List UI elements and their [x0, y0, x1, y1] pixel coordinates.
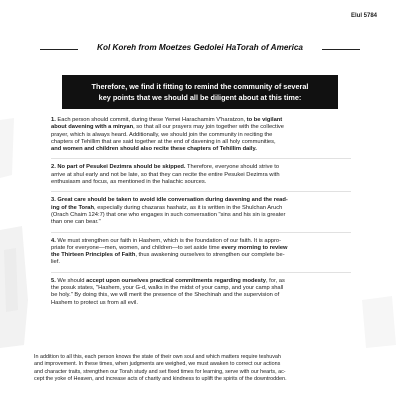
point-text: arrive at shul early and not be late, so that they can recite the entire Pesukei Dezimra with [51, 171, 280, 178]
banner-line: key points that we should all be diligent about at this time: [98, 93, 302, 102]
point-line [51, 252, 351, 259]
title-divider-right [322, 49, 360, 50]
key-point-4 [51, 238, 351, 267]
point-text: enthusiasm and focus, as mentioned in the halachic sources. [51, 179, 207, 186]
key-point-1 [51, 117, 351, 153]
title-row [40, 43, 360, 55]
point-line [51, 292, 351, 299]
emphasized-text: the Thirteen Principles of Faith [51, 252, 136, 259]
closing-paragraph [34, 354, 370, 383]
key-point-2 [51, 164, 351, 186]
emphasized-text: accept upon ourselves practical commitments regarding modesty [86, 277, 266, 284]
emphasized-text: Great care should be taken to avoid idle conversation during davening and the read- [57, 197, 288, 204]
point-divider [51, 158, 351, 159]
point-line [51, 212, 351, 219]
closing-line: and character traits, strengthen our Torah study and set fixed times for learning, serve with our hearts, ac- [34, 368, 286, 375]
emphasized-text: 2. [51, 164, 58, 171]
closing-line: cept the yoke of Heaven, and increase acts of charity and kindness to uplift the spirits of the downtrodden. [34, 375, 287, 382]
point-text: the posuk states, "Hashem, your G-d, walks in the midst of your camp, and your camp shall [51, 285, 284, 292]
title-divider-left [40, 49, 78, 50]
point-text: , so that all our prayers may join together with the collective [133, 124, 284, 131]
intro-banner [62, 75, 338, 109]
point-text: , thus awakening ourselves to strengthen our complete be- [135, 252, 285, 259]
point-line [51, 278, 351, 285]
emphasized-text: 5. [51, 277, 58, 284]
closing-line: In addition to all this, each person knows the state of their own soul and which matters require teshuvah [34, 354, 281, 360]
emphasized-text: ing of the Torah [51, 204, 95, 211]
emphasized-text: about davening with a minyan [51, 124, 134, 131]
point-line [51, 197, 351, 204]
point-line [51, 179, 351, 186]
point-line [51, 172, 351, 179]
point-line [51, 124, 351, 131]
date-label: Elul 5784 [350, 13, 377, 19]
emphasized-text: 1. [51, 117, 58, 123]
point-line [51, 146, 351, 153]
point-text: Each person should commit, during these Yemei Harachamim V'haratzon, [57, 117, 247, 123]
point-line [51, 205, 351, 212]
point-line [51, 285, 351, 292]
point-line [51, 132, 351, 139]
key-points-list [51, 117, 351, 317]
point-text: We must strengthen our faith in Hashem, which is the foundation of our faith. It is appro- [57, 237, 282, 244]
point-text: , for, as [265, 277, 285, 284]
banner-line: Therefore, we find it fitting to remind the community of several [91, 82, 309, 91]
emphasized-text: every morning to review [221, 244, 288, 251]
emphasized-text: to be vigilant [246, 117, 283, 123]
point-text: be holy." By doing this, we will merit the presence of the Shechinah and the supervision of [51, 292, 280, 299]
emphasized-text: No part of Pesukei Dezimra should be skipped. [57, 164, 186, 171]
point-text: Therefore, everyone should strive to [185, 164, 280, 171]
point-text: lief. [51, 259, 60, 266]
point-text: (Orach Chaim 124:7) that one who engages in such conversation "sins and his sin is greater [51, 211, 286, 218]
point-divider [51, 232, 351, 233]
point-text: than one can bear." [51, 219, 101, 226]
point-text: We should [57, 277, 87, 284]
point-line [51, 238, 351, 245]
point-line [51, 139, 351, 146]
point-text: prayer, which is always heard. Additionally, we should join the community in reciting the [51, 131, 273, 138]
emphasized-text: 4. [51, 237, 58, 244]
point-text: Hashem to protect us from all evil. [51, 299, 138, 306]
key-point-3 [51, 197, 351, 226]
point-divider [51, 272, 351, 273]
point-line [51, 219, 351, 226]
page-title: Kol Koreh from Moetzes Gedolei HaTorah of America [97, 43, 303, 52]
point-line [51, 117, 351, 124]
point-line [51, 245, 351, 252]
point-divider [51, 191, 351, 192]
emphasized-text: and women and children should also recite these chapters of Tehillim daily. [51, 146, 257, 153]
point-line [51, 164, 351, 171]
point-text: priate for everyone—men, women, and children—to set aside time [51, 244, 222, 251]
emphasized-text: 3. [51, 197, 58, 204]
point-line [51, 259, 351, 266]
point-text: , especially during chazaras hashatz, as it is written in the Shulchan Aruch [94, 204, 283, 211]
point-line [51, 300, 351, 307]
point-text: chapters of Tehillim that are said together at the end of davening in all holy communities, [51, 138, 276, 145]
key-point-5 [51, 278, 351, 307]
closing-line: and improvement. In these times, when judgments are weighed, we must awaken to correct our actions [34, 361, 281, 368]
